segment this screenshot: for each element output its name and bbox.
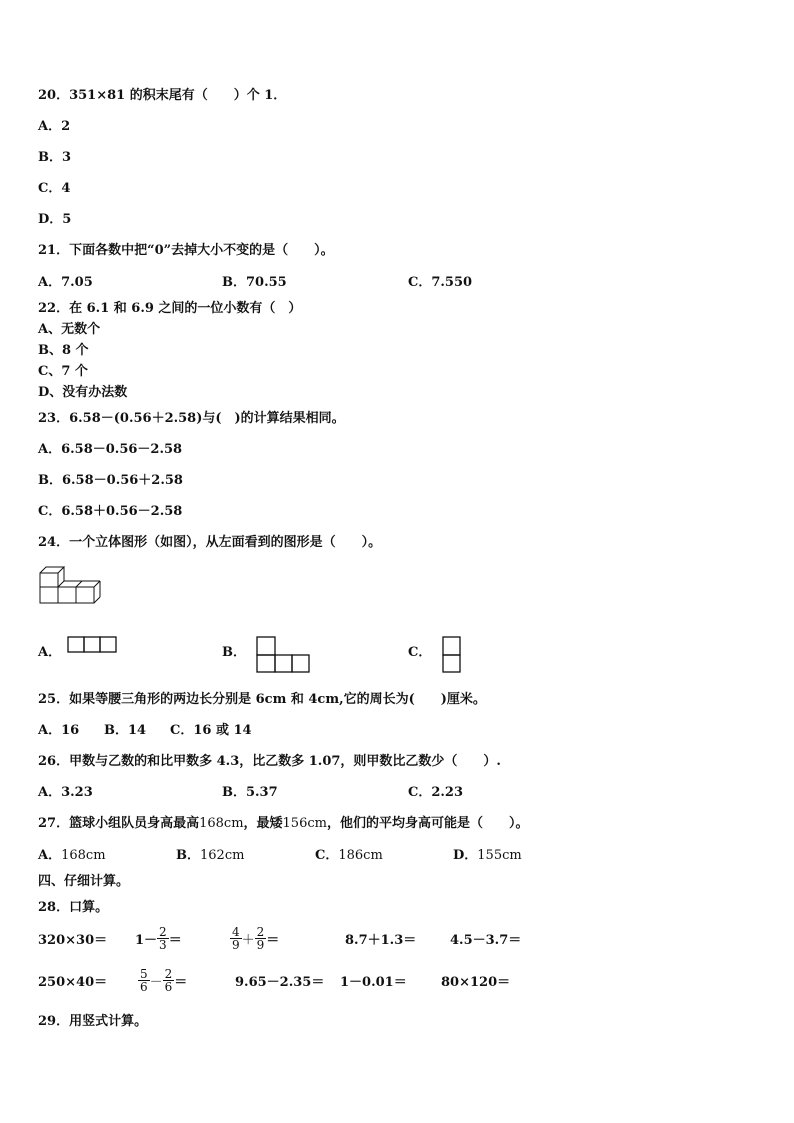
q20-option-c: C．4 <box>38 181 71 196</box>
q27-stem <box>38 812 528 831</box>
q28-row2-expr4: 1－0.01＝ <box>340 975 407 990</box>
q20-stem: 20．351×81 的积末尾有（ ）个 1． <box>38 88 287 103</box>
q21-option-c: C．7.550 <box>408 275 473 290</box>
q26-option-b: B．5.37 <box>222 785 278 800</box>
fraction-numerator: 4 <box>232 924 240 939</box>
q27-option-b <box>176 844 244 863</box>
q28-row1-expr5: 4.5－3.7＝ <box>450 933 522 948</box>
q27-option-d-label: D． <box>453 848 478 863</box>
q21-option-a: A．7.05 <box>38 275 93 290</box>
q22-option-d: D、没有办法数 <box>38 385 128 400</box>
q27-option-a-value: 168cm <box>61 848 106 863</box>
q21-stem: 21．下面各数中把“0”去掉大小不变的是（ ）。 <box>38 243 334 258</box>
option-c-view-diagram <box>442 636 462 674</box>
fraction-denominator: 6 <box>140 979 148 994</box>
fraction <box>163 968 175 993</box>
q27-option-c-value: 186cm <box>338 848 383 863</box>
q28-row1-expr3 <box>230 919 279 957</box>
q27-min-height: 156cm <box>282 816 327 831</box>
q28-row2-expr5: 80×120＝ <box>441 975 511 990</box>
expr-text: 1－ <box>135 932 158 948</box>
q27-option-a-label: A． <box>38 848 62 863</box>
q22-option-b: B、8 个 <box>38 343 89 358</box>
q24-stem: 24．一个立体图形（如图），从左面看到的图形是（ ）。 <box>38 535 382 550</box>
option-b-view-diagram <box>256 636 312 674</box>
fraction <box>157 926 169 951</box>
q28-row2-expr2 <box>138 961 187 999</box>
fraction <box>230 926 242 951</box>
q25-option-a: A．16 <box>38 723 80 738</box>
q27-max-height: 168cm <box>199 816 244 831</box>
q24-option-c: C． <box>408 645 432 660</box>
fraction-denominator: 6 <box>164 979 173 994</box>
q24-option-b: B． <box>222 645 246 660</box>
q23-option-c: C．6.58＋0.56－2.58 <box>38 504 183 519</box>
q23-option-b: B．6.58－0.56＋2.58 <box>38 473 183 488</box>
fraction <box>138 968 150 993</box>
fraction <box>255 926 267 951</box>
q27-option-b-value: 162cm <box>200 848 245 863</box>
expr-operator: － <box>149 974 163 990</box>
q20-option-b: B．3 <box>38 150 72 165</box>
fraction-numerator: 5 <box>140 966 148 981</box>
q29-stem: 29．用竖式计算。 <box>38 1014 148 1029</box>
q27-option-d <box>453 844 522 863</box>
q25-option-b: B．14 <box>104 723 147 738</box>
option-a-view-diagram <box>67 636 119 654</box>
q27-option-c-label: C． <box>315 848 339 863</box>
q27-option-b-label: B． <box>176 848 200 863</box>
fraction-numerator: 2 <box>164 966 173 981</box>
solid-figure-diagram <box>38 563 102 607</box>
q23-stem: 23．6.58－(0.56＋2.58)与( )的计算结果相同。 <box>38 411 345 426</box>
q28-stem: 28．口算。 <box>38 900 109 915</box>
q21-option-b: B．70.55 <box>222 275 287 290</box>
q20-option-d: D．5 <box>38 212 72 227</box>
q22-option-a: A、无数个 <box>38 322 101 337</box>
fraction-denominator: 3 <box>159 937 167 952</box>
expr-text: ＝ <box>174 974 188 990</box>
q23-option-a: A．6.58－0.56－2.58 <box>38 442 183 457</box>
q28-row1-expr2 <box>135 919 182 957</box>
q27-stem-part: ，他们的平均身高可能是（ ）。 <box>326 816 529 831</box>
fraction-numerator: 2 <box>159 924 167 939</box>
q27-option-a <box>38 844 106 863</box>
q27-option-d-value: 155cm <box>477 848 522 863</box>
q28-row1-expr1: 320×30＝ <box>38 933 108 948</box>
q27-stem-part: 27．篮球小组队员身高最高 <box>38 816 200 831</box>
expr-operator: ＋ <box>241 932 255 948</box>
fraction-denominator: 9 <box>232 937 240 952</box>
q28-row2-expr3: 9.65－2.35＝ <box>235 975 325 990</box>
q22-option-c: C、7 个 <box>38 364 88 379</box>
q27-stem-part: ，最矮 <box>243 816 283 831</box>
q28-row1-expr4: 8.7＋1.3＝ <box>345 933 417 948</box>
q20-option-a: A．2 <box>38 119 71 134</box>
q24-option-a: A． <box>38 645 62 660</box>
fraction-numerator: 2 <box>256 924 265 939</box>
expr-text: ＝ <box>266 932 280 948</box>
expr-text: ＝ <box>168 932 182 948</box>
q25-stem: 25．如果等腰三角形的两边长分别是 6cm 和 4cm,它的周长为( )厘米。 <box>38 692 486 707</box>
q26-option-c: C．2.23 <box>408 785 464 800</box>
q27-option-c <box>315 844 383 863</box>
fraction-denominator: 9 <box>256 937 265 952</box>
q26-stem: 26．甲数与乙数的和比甲数多 4.3，比乙数多 1.07，则甲数比乙数少（ ）. <box>38 754 501 769</box>
q25-option-c: C．16 或 14 <box>170 723 252 738</box>
q28-row2-expr1: 250×40＝ <box>38 975 108 990</box>
section-heading: 四、仔细计算。 <box>38 874 130 889</box>
q26-option-a: A．3.23 <box>38 785 93 800</box>
q22-stem: 22．在 6.1 和 6.9 之间的一位小数有（ ） <box>38 301 302 316</box>
